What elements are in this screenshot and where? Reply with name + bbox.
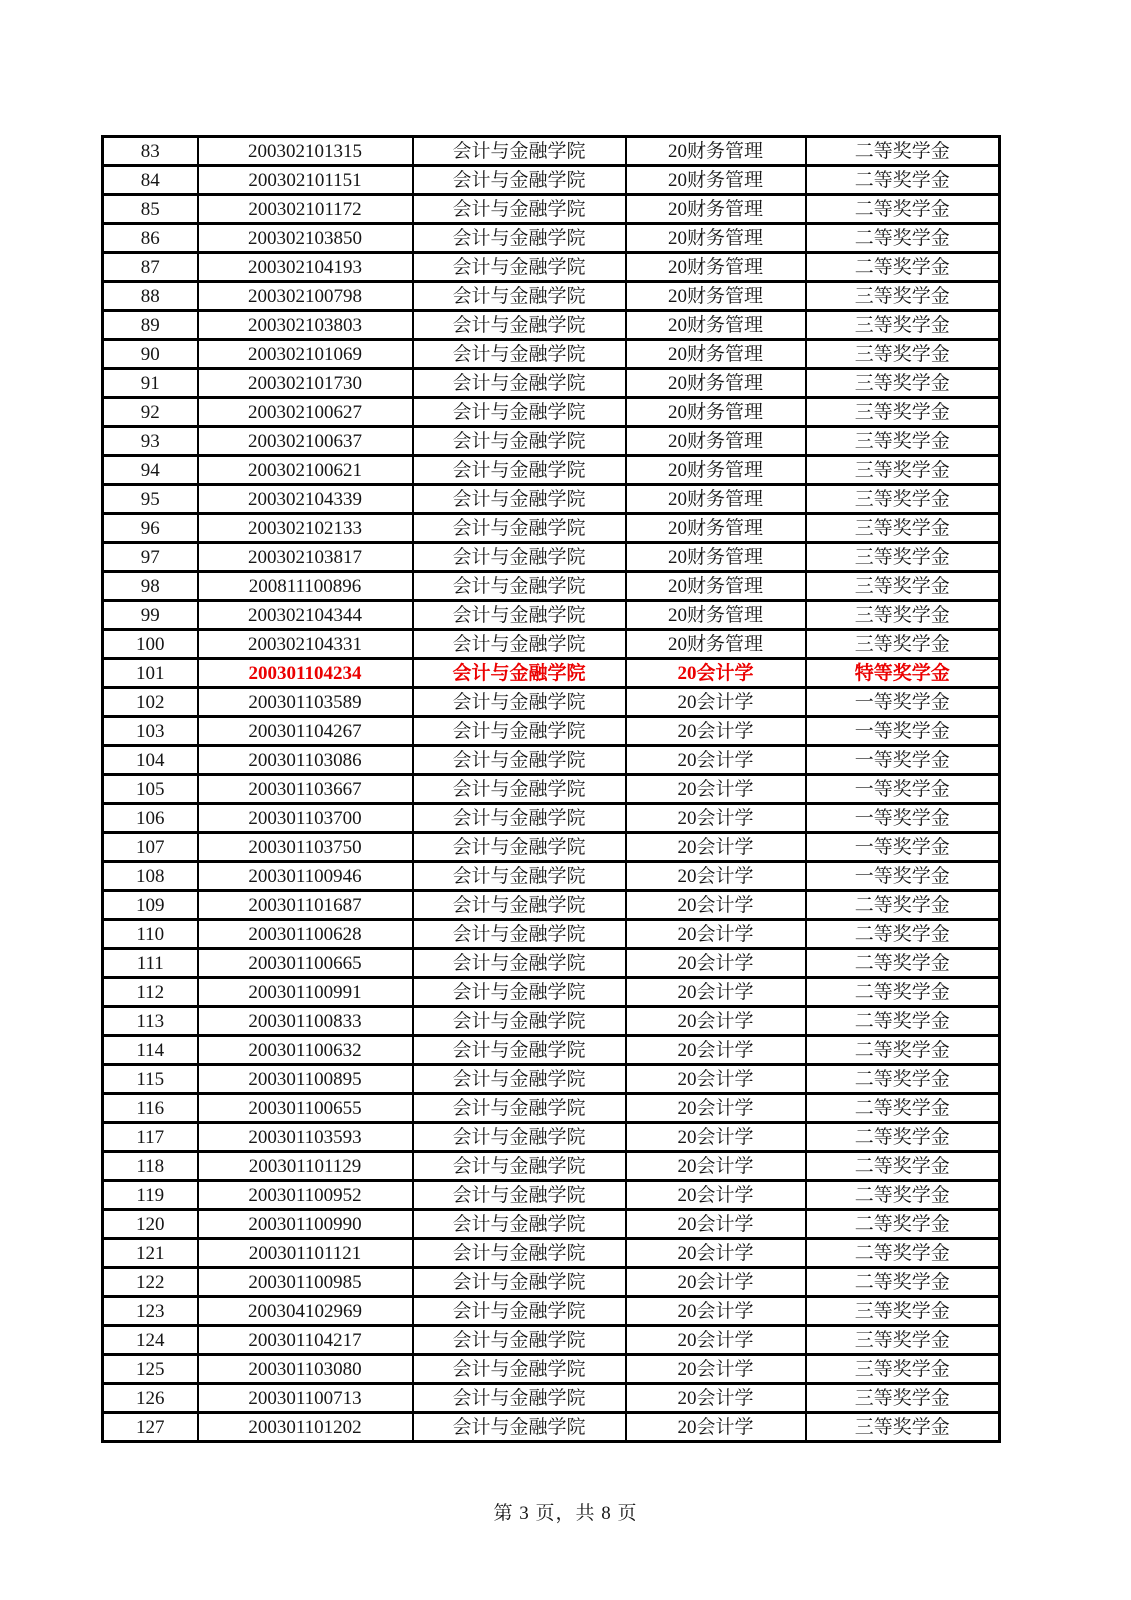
cell-award: 二等奖学金 bbox=[806, 195, 1000, 224]
table-row bbox=[103, 224, 1000, 253]
table-row bbox=[103, 775, 1000, 804]
cell-student-id: 200302101315 bbox=[198, 137, 413, 166]
cell-index: 107 bbox=[103, 833, 198, 862]
cell-award: 三等奖学金 bbox=[806, 601, 1000, 630]
cell-award: 一等奖学金 bbox=[806, 862, 1000, 891]
cell-major: 20财务管理 bbox=[626, 514, 806, 543]
cell-award: 特等奖学金 bbox=[806, 659, 1000, 688]
cell-index: 106 bbox=[103, 804, 198, 833]
cell-college: 会计与金融学院 bbox=[413, 195, 626, 224]
table-row bbox=[103, 717, 1000, 746]
cell-award: 一等奖学金 bbox=[806, 688, 1000, 717]
cell-index: 92 bbox=[103, 398, 198, 427]
cell-major: 20财务管理 bbox=[626, 456, 806, 485]
cell-college: 会计与金融学院 bbox=[413, 456, 626, 485]
cell-award: 三等奖学金 bbox=[806, 1384, 1000, 1413]
cell-index: 102 bbox=[103, 688, 198, 717]
table-row bbox=[103, 166, 1000, 195]
cell-student-id: 200302100637 bbox=[198, 427, 413, 456]
cell-college: 会计与金融学院 bbox=[413, 717, 626, 746]
table-row bbox=[103, 282, 1000, 311]
cell-student-id: 200301101687 bbox=[198, 891, 413, 920]
table-row bbox=[103, 1384, 1000, 1413]
cell-index: 127 bbox=[103, 1413, 198, 1442]
cell-major: 20财务管理 bbox=[626, 282, 806, 311]
table-row bbox=[103, 688, 1000, 717]
page-number-footer: 第 3 页，共 8 页 bbox=[493, 1503, 638, 1524]
cell-index: 114 bbox=[103, 1036, 198, 1065]
cell-award: 三等奖学金 bbox=[806, 282, 1000, 311]
cell-college: 会计与金融学院 bbox=[413, 398, 626, 427]
cell-student-id: 200304102969 bbox=[198, 1297, 413, 1326]
cell-major: 20会计学 bbox=[626, 1065, 806, 1094]
cell-major: 20会计学 bbox=[626, 717, 806, 746]
cell-major: 20财务管理 bbox=[626, 630, 806, 659]
cell-award: 三等奖学金 bbox=[806, 543, 1000, 572]
cell-index: 86 bbox=[103, 224, 198, 253]
cell-major: 20财务管理 bbox=[626, 311, 806, 340]
cell-major: 20会计学 bbox=[626, 1239, 806, 1268]
cell-award: 三等奖学金 bbox=[806, 572, 1000, 601]
cell-student-id: 200302102133 bbox=[198, 514, 413, 543]
table-row bbox=[103, 978, 1000, 1007]
cell-major: 20会计学 bbox=[626, 1036, 806, 1065]
cell-index: 93 bbox=[103, 427, 198, 456]
table-row bbox=[103, 137, 1000, 166]
cell-major: 20会计学 bbox=[626, 688, 806, 717]
cell-student-id: 200811100896 bbox=[198, 572, 413, 601]
cell-student-id: 200302104193 bbox=[198, 253, 413, 282]
cell-college: 会计与金融学院 bbox=[413, 224, 626, 253]
cell-index: 88 bbox=[103, 282, 198, 311]
cell-award: 一等奖学金 bbox=[806, 804, 1000, 833]
cell-major: 20会计学 bbox=[626, 1094, 806, 1123]
cell-index: 111 bbox=[103, 949, 198, 978]
table-row bbox=[103, 1152, 1000, 1181]
cell-student-id: 200302103817 bbox=[198, 543, 413, 572]
cell-index: 126 bbox=[103, 1384, 198, 1413]
cell-college: 会计与金融学院 bbox=[413, 514, 626, 543]
table-row bbox=[103, 1036, 1000, 1065]
cell-award: 一等奖学金 bbox=[806, 775, 1000, 804]
cell-major: 20会计学 bbox=[626, 1181, 806, 1210]
table-row bbox=[103, 891, 1000, 920]
cell-college: 会计与金融学院 bbox=[413, 253, 626, 282]
table-row bbox=[103, 601, 1000, 630]
cell-major: 20会计学 bbox=[626, 1152, 806, 1181]
cell-award: 二等奖学金 bbox=[806, 1036, 1000, 1065]
cell-index: 115 bbox=[103, 1065, 198, 1094]
cell-college: 会计与金融学院 bbox=[413, 1181, 626, 1210]
cell-student-id: 200301100833 bbox=[198, 1007, 413, 1036]
table-row bbox=[103, 1094, 1000, 1123]
cell-award: 二等奖学金 bbox=[806, 166, 1000, 195]
cell-award: 三等奖学金 bbox=[806, 485, 1000, 514]
table-row bbox=[103, 1413, 1000, 1442]
cell-college: 会计与金融学院 bbox=[413, 1210, 626, 1239]
cell-college: 会计与金融学院 bbox=[413, 1152, 626, 1181]
table-row bbox=[103, 253, 1000, 282]
cell-student-id: 200302103850 bbox=[198, 224, 413, 253]
cell-award: 三等奖学金 bbox=[806, 311, 1000, 340]
cell-major: 20会计学 bbox=[626, 1413, 806, 1442]
cell-award: 三等奖学金 bbox=[806, 340, 1000, 369]
cell-college: 会计与金融学院 bbox=[413, 688, 626, 717]
cell-college: 会计与金融学院 bbox=[413, 1326, 626, 1355]
cell-college: 会计与金融学院 bbox=[413, 775, 626, 804]
cell-award: 二等奖学金 bbox=[806, 1210, 1000, 1239]
table-row bbox=[103, 456, 1000, 485]
table-row bbox=[103, 804, 1000, 833]
cell-college: 会计与金融学院 bbox=[413, 485, 626, 514]
cell-index: 97 bbox=[103, 543, 198, 572]
cell-student-id: 200301100985 bbox=[198, 1268, 413, 1297]
table-row bbox=[103, 195, 1000, 224]
cell-index: 112 bbox=[103, 978, 198, 1007]
cell-major: 20财务管理 bbox=[626, 572, 806, 601]
cell-student-id: 200301100991 bbox=[198, 978, 413, 1007]
cell-student-id: 200302100798 bbox=[198, 282, 413, 311]
cell-award: 二等奖学金 bbox=[806, 137, 1000, 166]
cell-award: 二等奖学金 bbox=[806, 891, 1000, 920]
cell-award: 三等奖学金 bbox=[806, 630, 1000, 659]
table-row bbox=[103, 369, 1000, 398]
table-row bbox=[103, 1007, 1000, 1036]
table-row bbox=[103, 543, 1000, 572]
cell-award: 二等奖学金 bbox=[806, 1268, 1000, 1297]
cell-student-id: 200301103086 bbox=[198, 746, 413, 775]
cell-index: 101 bbox=[103, 659, 198, 688]
cell-major: 20财务管理 bbox=[626, 195, 806, 224]
cell-index: 119 bbox=[103, 1181, 198, 1210]
cell-major: 20财务管理 bbox=[626, 543, 806, 572]
cell-major: 20会计学 bbox=[626, 891, 806, 920]
cell-college: 会计与金融学院 bbox=[413, 949, 626, 978]
cell-major: 20财务管理 bbox=[626, 340, 806, 369]
table-row bbox=[103, 572, 1000, 601]
cell-award: 一等奖学金 bbox=[806, 746, 1000, 775]
cell-student-id: 200301100665 bbox=[198, 949, 413, 978]
cell-student-id: 200301100632 bbox=[198, 1036, 413, 1065]
cell-index: 85 bbox=[103, 195, 198, 224]
cell-major: 20财务管理 bbox=[626, 601, 806, 630]
cell-student-id: 200302101172 bbox=[198, 195, 413, 224]
cell-index: 116 bbox=[103, 1094, 198, 1123]
cell-index: 105 bbox=[103, 775, 198, 804]
cell-student-id: 200301103700 bbox=[198, 804, 413, 833]
cell-student-id: 200302101730 bbox=[198, 369, 413, 398]
table-row bbox=[103, 1297, 1000, 1326]
cell-student-id: 200301103593 bbox=[198, 1123, 413, 1152]
cell-award: 二等奖学金 bbox=[806, 978, 1000, 1007]
cell-major: 20财务管理 bbox=[626, 166, 806, 195]
cell-award: 二等奖学金 bbox=[806, 1123, 1000, 1152]
table-row bbox=[103, 340, 1000, 369]
cell-award: 二等奖学金 bbox=[806, 253, 1000, 282]
cell-index: 110 bbox=[103, 920, 198, 949]
cell-college: 会计与金融学院 bbox=[413, 427, 626, 456]
cell-index: 117 bbox=[103, 1123, 198, 1152]
cell-major: 20会计学 bbox=[626, 1384, 806, 1413]
cell-college: 会计与金融学院 bbox=[413, 1297, 626, 1326]
cell-college: 会计与金融学院 bbox=[413, 746, 626, 775]
cell-award: 三等奖学金 bbox=[806, 1297, 1000, 1326]
cell-college: 会计与金融学院 bbox=[413, 862, 626, 891]
cell-major: 20会计学 bbox=[626, 862, 806, 891]
table-row bbox=[103, 1355, 1000, 1384]
cell-student-id: 200301103667 bbox=[198, 775, 413, 804]
cell-student-id: 200301100655 bbox=[198, 1094, 413, 1123]
table-row bbox=[103, 746, 1000, 775]
cell-college: 会计与金融学院 bbox=[413, 1413, 626, 1442]
cell-student-id: 200301101202 bbox=[198, 1413, 413, 1442]
cell-major: 20财务管理 bbox=[626, 224, 806, 253]
cell-award: 三等奖学金 bbox=[806, 369, 1000, 398]
cell-award: 三等奖学金 bbox=[806, 514, 1000, 543]
cell-award: 三等奖学金 bbox=[806, 456, 1000, 485]
table-row bbox=[103, 833, 1000, 862]
cell-index: 83 bbox=[103, 137, 198, 166]
table-row bbox=[103, 1065, 1000, 1094]
cell-award: 三等奖学金 bbox=[806, 1413, 1000, 1442]
cell-college: 会计与金融学院 bbox=[413, 543, 626, 572]
cell-student-id: 200302101069 bbox=[198, 340, 413, 369]
cell-major: 20会计学 bbox=[626, 1297, 806, 1326]
cell-student-id: 200302104339 bbox=[198, 485, 413, 514]
cell-award: 二等奖学金 bbox=[806, 1094, 1000, 1123]
cell-student-id: 200301101121 bbox=[198, 1239, 413, 1268]
cell-student-id: 200301104234 bbox=[198, 659, 413, 688]
cell-index: 109 bbox=[103, 891, 198, 920]
table-row bbox=[103, 1181, 1000, 1210]
cell-index: 113 bbox=[103, 1007, 198, 1036]
table-row bbox=[103, 1326, 1000, 1355]
cell-college: 会计与金融学院 bbox=[413, 1239, 626, 1268]
cell-major: 20会计学 bbox=[626, 833, 806, 862]
cell-college: 会计与金融学院 bbox=[413, 137, 626, 166]
cell-student-id: 200302104331 bbox=[198, 630, 413, 659]
cell-major: 20会计学 bbox=[626, 1355, 806, 1384]
table-body bbox=[103, 137, 1000, 1442]
cell-college: 会计与金融学院 bbox=[413, 1065, 626, 1094]
table-row bbox=[103, 514, 1000, 543]
cell-college: 会计与金融学院 bbox=[413, 369, 626, 398]
cell-major: 20财务管理 bbox=[626, 485, 806, 514]
table-row bbox=[103, 1123, 1000, 1152]
cell-major: 20财务管理 bbox=[626, 137, 806, 166]
cell-student-id: 200301100628 bbox=[198, 920, 413, 949]
cell-award: 三等奖学金 bbox=[806, 427, 1000, 456]
cell-major: 20会计学 bbox=[626, 978, 806, 1007]
cell-index: 120 bbox=[103, 1210, 198, 1239]
cell-award: 三等奖学金 bbox=[806, 1355, 1000, 1384]
cell-major: 20财务管理 bbox=[626, 427, 806, 456]
cell-student-id: 200301100952 bbox=[198, 1181, 413, 1210]
cell-student-id: 200302100627 bbox=[198, 398, 413, 427]
cell-student-id: 200301103589 bbox=[198, 688, 413, 717]
cell-award: 二等奖学金 bbox=[806, 949, 1000, 978]
cell-student-id: 200301100990 bbox=[198, 1210, 413, 1239]
cell-award: 二等奖学金 bbox=[806, 920, 1000, 949]
table-row bbox=[103, 1210, 1000, 1239]
cell-student-id: 200301104267 bbox=[198, 717, 413, 746]
cell-index: 125 bbox=[103, 1355, 198, 1384]
cell-college: 会计与金融学院 bbox=[413, 311, 626, 340]
cell-major: 20会计学 bbox=[626, 659, 806, 688]
table-row bbox=[103, 311, 1000, 340]
cell-major: 20会计学 bbox=[626, 1210, 806, 1239]
cell-award: 二等奖学金 bbox=[806, 1152, 1000, 1181]
cell-index: 100 bbox=[103, 630, 198, 659]
table-row bbox=[103, 862, 1000, 891]
cell-student-id: 200301103750 bbox=[198, 833, 413, 862]
cell-college: 会计与金融学院 bbox=[413, 572, 626, 601]
cell-college: 会计与金融学院 bbox=[413, 804, 626, 833]
cell-index: 124 bbox=[103, 1326, 198, 1355]
cell-college: 会计与金融学院 bbox=[413, 166, 626, 195]
cell-student-id: 200302104344 bbox=[198, 601, 413, 630]
cell-award: 二等奖学金 bbox=[806, 1065, 1000, 1094]
cell-index: 91 bbox=[103, 369, 198, 398]
cell-major: 20财务管理 bbox=[626, 398, 806, 427]
cell-index: 123 bbox=[103, 1297, 198, 1326]
table-row bbox=[103, 949, 1000, 978]
cell-major: 20会计学 bbox=[626, 1007, 806, 1036]
cell-student-id: 200301100713 bbox=[198, 1384, 413, 1413]
table-row bbox=[103, 1239, 1000, 1268]
cell-award: 三等奖学金 bbox=[806, 1326, 1000, 1355]
cell-index: 104 bbox=[103, 746, 198, 775]
cell-award: 二等奖学金 bbox=[806, 1007, 1000, 1036]
cell-student-id: 200301100895 bbox=[198, 1065, 413, 1094]
cell-index: 95 bbox=[103, 485, 198, 514]
table-row bbox=[103, 630, 1000, 659]
cell-college: 会计与金融学院 bbox=[413, 891, 626, 920]
table-row bbox=[103, 1268, 1000, 1297]
cell-award: 一等奖学金 bbox=[806, 717, 1000, 746]
cell-student-id: 200301101129 bbox=[198, 1152, 413, 1181]
cell-college: 会计与金融学院 bbox=[413, 340, 626, 369]
cell-index: 121 bbox=[103, 1239, 198, 1268]
cell-award: 二等奖学金 bbox=[806, 1239, 1000, 1268]
cell-student-id: 200302103803 bbox=[198, 311, 413, 340]
cell-college: 会计与金融学院 bbox=[413, 1123, 626, 1152]
cell-award: 二等奖学金 bbox=[806, 224, 1000, 253]
cell-student-id: 200301100946 bbox=[198, 862, 413, 891]
cell-college: 会计与金融学院 bbox=[413, 1355, 626, 1384]
cell-college: 会计与金融学院 bbox=[413, 1036, 626, 1065]
cell-award: 二等奖学金 bbox=[806, 1181, 1000, 1210]
cell-college: 会计与金融学院 bbox=[413, 1384, 626, 1413]
cell-major: 20财务管理 bbox=[626, 369, 806, 398]
cell-index: 98 bbox=[103, 572, 198, 601]
cell-college: 会计与金融学院 bbox=[413, 833, 626, 862]
cell-college: 会计与金融学院 bbox=[413, 601, 626, 630]
cell-major: 20会计学 bbox=[626, 804, 806, 833]
table-row bbox=[103, 398, 1000, 427]
cell-index: 122 bbox=[103, 1268, 198, 1297]
cell-index: 94 bbox=[103, 456, 198, 485]
cell-index: 96 bbox=[103, 514, 198, 543]
cell-award: 一等奖学金 bbox=[806, 833, 1000, 862]
cell-student-id: 200301103080 bbox=[198, 1355, 413, 1384]
table-row bbox=[103, 485, 1000, 514]
cell-student-id: 200301104217 bbox=[198, 1326, 413, 1355]
cell-college: 会计与金融学院 bbox=[413, 1007, 626, 1036]
cell-major: 20会计学 bbox=[626, 920, 806, 949]
cell-index: 108 bbox=[103, 862, 198, 891]
cell-college: 会计与金融学院 bbox=[413, 920, 626, 949]
table-row bbox=[103, 427, 1000, 456]
cell-college: 会计与金融学院 bbox=[413, 1268, 626, 1297]
cell-student-id: 200302100621 bbox=[198, 456, 413, 485]
cell-major: 20会计学 bbox=[626, 775, 806, 804]
cell-index: 89 bbox=[103, 311, 198, 340]
cell-major: 20财务管理 bbox=[626, 253, 806, 282]
cell-college: 会计与金融学院 bbox=[413, 659, 626, 688]
cell-college: 会计与金融学院 bbox=[413, 630, 626, 659]
cell-college: 会计与金融学院 bbox=[413, 1094, 626, 1123]
cell-college: 会计与金融学院 bbox=[413, 282, 626, 311]
cell-index: 84 bbox=[103, 166, 198, 195]
cell-major: 20会计学 bbox=[626, 949, 806, 978]
cell-index: 99 bbox=[103, 601, 198, 630]
cell-major: 20会计学 bbox=[626, 1326, 806, 1355]
cell-college: 会计与金融学院 bbox=[413, 978, 626, 1007]
cell-major: 20会计学 bbox=[626, 1123, 806, 1152]
cell-index: 118 bbox=[103, 1152, 198, 1181]
cell-index: 90 bbox=[103, 340, 198, 369]
cell-major: 20会计学 bbox=[626, 1268, 806, 1297]
cell-major: 20会计学 bbox=[626, 746, 806, 775]
table-row bbox=[103, 659, 1000, 688]
cell-index: 87 bbox=[103, 253, 198, 282]
cell-index: 103 bbox=[103, 717, 198, 746]
table-row bbox=[103, 920, 1000, 949]
scholarship-table bbox=[101, 135, 1001, 1443]
cell-award: 三等奖学金 bbox=[806, 398, 1000, 427]
cell-student-id: 200302101151 bbox=[198, 166, 413, 195]
